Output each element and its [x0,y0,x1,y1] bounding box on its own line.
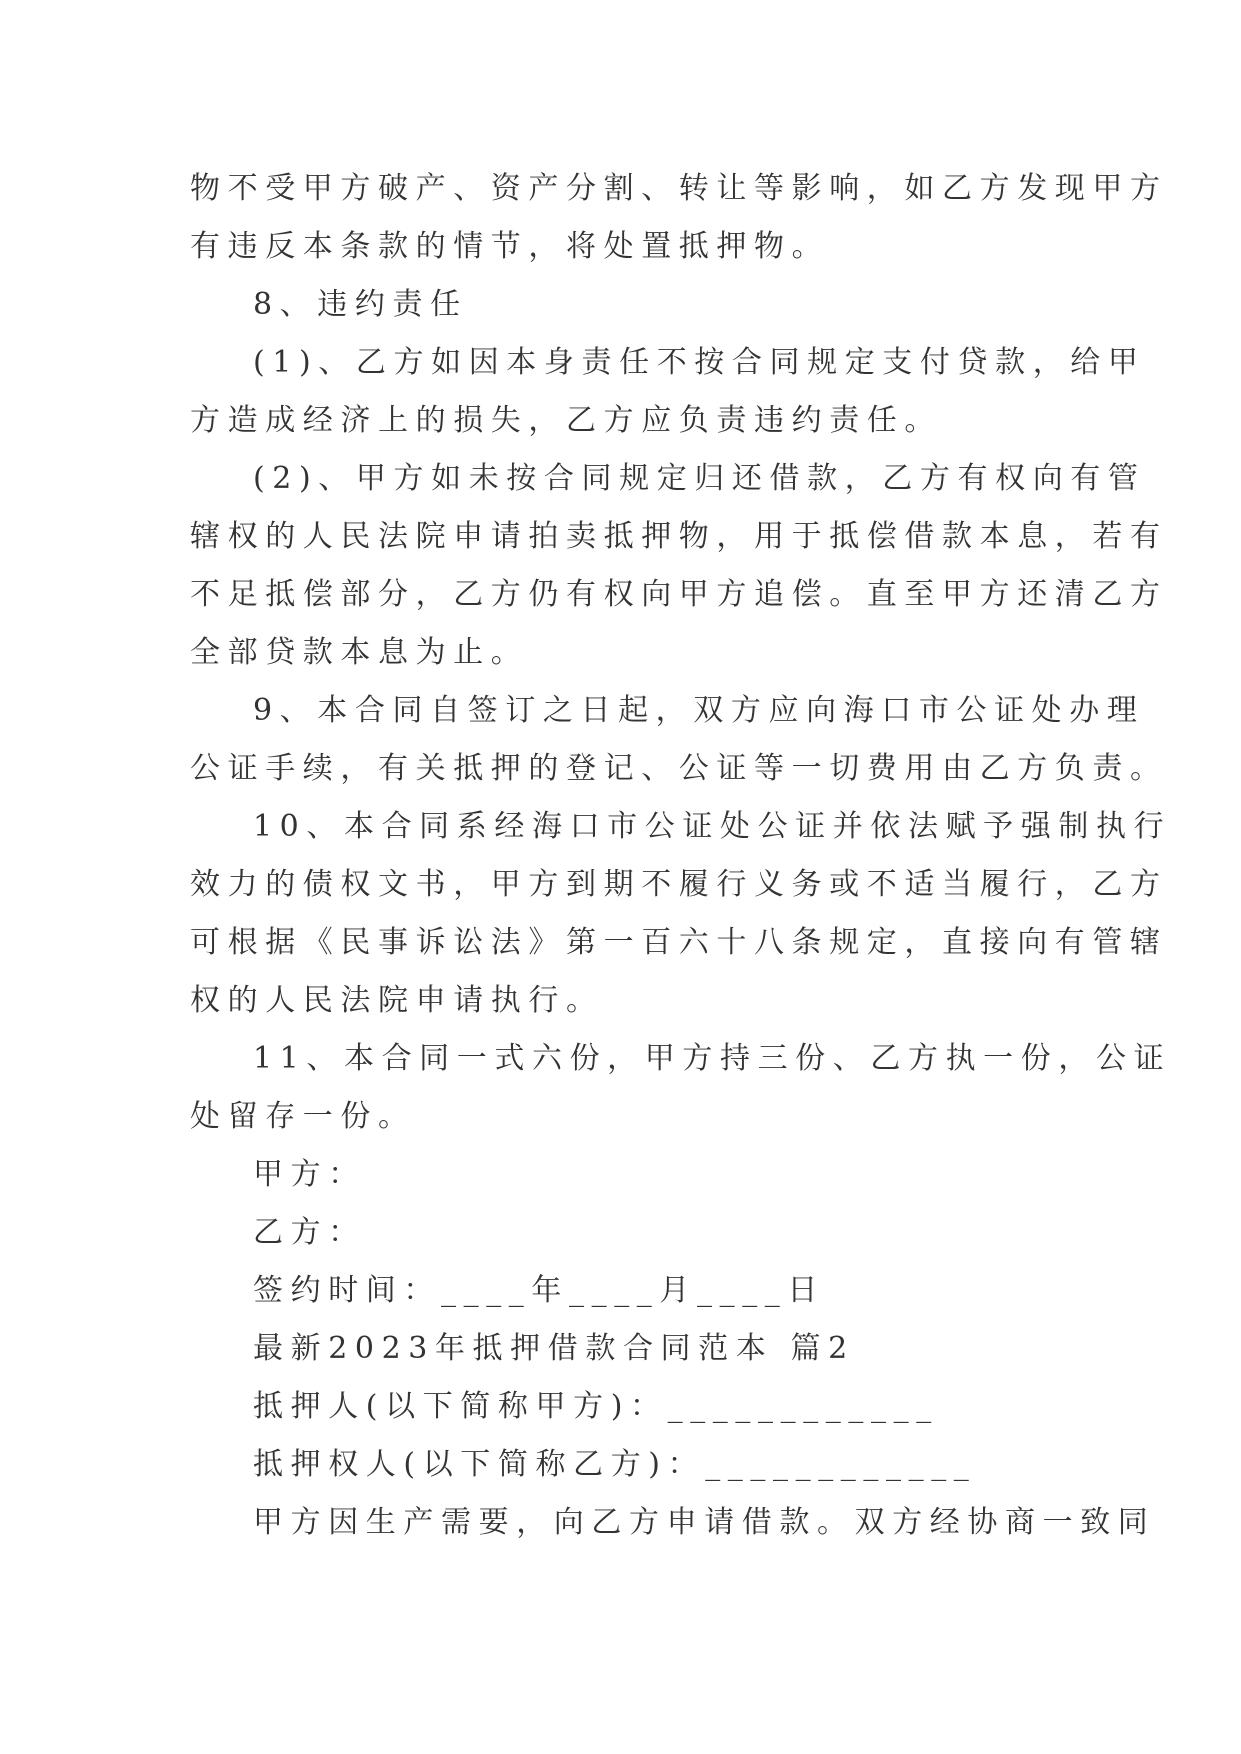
text-line: 9、本合同自签订之日起，双方应向海口市公证处办理 [253,693,1145,728]
text-line: 有违反本条款的情节，将处置抵押物。 [190,229,830,264]
text-line: 物不受甲方破产、资产分割、转让等影响，如乙方发现甲方 [190,171,1168,206]
section-heading: 8、违约责任 [253,287,468,322]
text-line: 效力的债权文书，甲方到期不履行义务或不适当履行，乙方 [190,867,1168,902]
text-line: (2)、甲方如未按合同规定归还借款，乙方有权向有管 [253,461,1146,496]
text-line: 不足抵偿部分，乙方仍有权向甲方追偿。直至甲方还清乙方 [190,577,1168,612]
party-b-label: 乙方： [253,1215,366,1250]
section-title: 最新2023年抵押借款合同范本 篇2 [253,1331,855,1366]
signing-date-line: 签约时间：____年____月____日 [253,1273,825,1308]
text-line: 公证手续，有关抵押的登记、公证等一切费用由乙方负责。 [190,751,1168,786]
mortgagor-line: 抵押人(以下简称甲方)：____________ [253,1389,939,1424]
mortgagee-line: 抵押权人(以下简称乙方)：____________ [253,1447,977,1482]
text-line: 10、本合同系经海口市公证处公证并依法赋予强制执行 [253,809,1172,844]
text-line: (1)、乙方如因本身责任不按合同规定支付贷款，给甲 [253,345,1146,380]
text-line: 全部贷款本息为止。 [190,635,529,670]
text-line: 方造成经济上的损失，乙方应负责违约责任。 [190,403,942,438]
text-line: 11、本合同一式六份，甲方持三份、乙方执一份，公证 [253,1041,1172,1076]
text-line: 辖权的人民法院申请拍卖抵押物，用于抵偿借款本息，若有 [190,519,1168,554]
text-line: 处留存一份。 [190,1099,416,1134]
text-line: 可根据《民事诉讼法》第一百六十八条规定，直接向有管辖 [190,925,1168,960]
party-a-label: 甲方： [253,1157,366,1192]
text-line: 甲方因生产需要，向乙方申请借款。双方经协商一致同 [253,1505,1156,1540]
text-line: 权的人民法院申请执行。 [190,983,604,1018]
